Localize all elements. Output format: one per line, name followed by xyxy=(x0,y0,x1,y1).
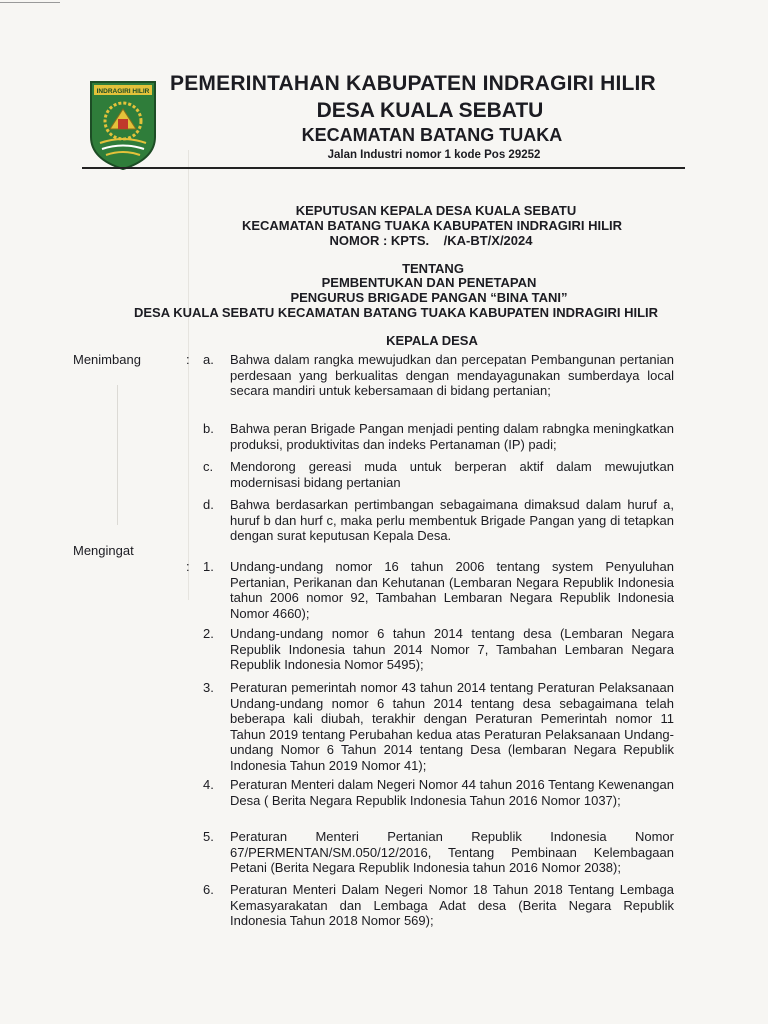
decree-authority: KEPALA DESA xyxy=(386,333,478,348)
letterhead-divider xyxy=(82,167,685,169)
letterhead-village-row xyxy=(0,99,768,123)
scan-line-margin xyxy=(117,385,118,525)
decree-subject-row-2 xyxy=(0,290,768,305)
scan-line-top xyxy=(0,2,60,3)
mengingat-marker-1: 1. xyxy=(203,559,214,574)
decree-title-line2: KECAMATAN BATANG TUAKA KABUPATEN INDRAGIRI HILIR xyxy=(241,218,623,233)
letterhead-district: KECAMATAN BATANG TUAKA xyxy=(301,125,563,145)
mengingat-item-3: Peraturan pemerintah nomor 43 tahun 2014 tentang Peraturan Pelaksanaan Undang-undang nomor 6 tahun 2014 tentang desa sebagaimana telah beberapa kali diubah, terakhir dengan Peraturan Pemerintah nomor 11 Tahun 2019 tentang Perubahan kedua atas Peraturan Pelaksanaan Undang-undang Nomor 6 Tahun 2014 tentang Desa (lembaran Negara Republik Indonesia Tahun 2019 Nomor 41); xyxy=(230,680,674,773)
mengingat-marker-5: 5. xyxy=(203,829,214,844)
letterhead-village: DESA KUALA SEBATU xyxy=(316,99,544,122)
letterhead-address: Jalan Industri nomor 1 kode Pos 29252 xyxy=(327,149,541,161)
decree-number-row xyxy=(0,233,768,248)
letterhead-address-row xyxy=(0,149,768,161)
menimbang-item-d: Bahwa berdasarkan pertimbangan sebagaimana dimaksud dalam huruf a, huruf b dan hurf c, maka perlu membentuk Brigade Pangan yang di tetapkan dengan surat keputusan Kepala Desa. xyxy=(230,497,674,543)
letterhead-district-row xyxy=(0,125,768,146)
decree-subject-row-1 xyxy=(0,275,768,290)
menimbang-label: Menimbang xyxy=(73,352,141,367)
mengingat-marker-3: 3. xyxy=(203,680,214,695)
mengingat-label: Mengingat xyxy=(73,543,134,558)
menimbang-marker-c: c. xyxy=(203,459,214,474)
mengingat-marker-2: 2. xyxy=(203,626,214,641)
letterhead-government: PEMERINTAHAN KABUPATEN INDRAGIRI HILIR xyxy=(170,72,656,95)
mengingat-item-1: Undang-undang nomor 16 tahun 2006 tentang system Penyuluhan Pertanian, Perikanan dan Kehutanan (Lembaran Negara Republik Indonesia tahun 2006 nomor 92, Tambahan Lembaran Negara Republik Indonesia Nomor 4660); xyxy=(230,559,674,621)
menimbang-marker-d: d. xyxy=(203,497,214,512)
decree-about-row xyxy=(0,261,768,276)
decree-subject-row-3 xyxy=(0,305,768,320)
menimbang-item-a: Bahwa dalam rangka mewujudkan dan percepatan Pembangunan pertanian perdesaan yang berkualitas dengan mendayagunakan sumberdaya local secara mandiri untuk kebersamaan di bidang pertanian; xyxy=(230,352,674,398)
decree-subject-line3: DESA KUALA SEBATU KECAMATAN BATANG TUAKA KABUPATEN INDRAGIRI HILIR xyxy=(133,305,659,320)
menimbang-colon: : xyxy=(186,352,190,367)
mengingat-colon: : xyxy=(186,559,190,574)
menimbang-item-c: Mendorong gereasi muda untuk berperan aktif dalam mewujutkan modernisasi bidang pertanian xyxy=(230,459,674,490)
mengingat-item-2: Undang-undang nomor 6 tahun 2014 tentang desa (Lembaran Negara Republik Indonesia tahun 2014 Nomor 7, Tambahan Lembaran Negara Republik Indonesia Nomor 5495); xyxy=(230,626,674,672)
mengingat-marker-4: 4. xyxy=(203,777,214,792)
mengingat-item-6: Peraturan Menteri Dalam Negeri Nomor 18 Tahun 2018 Tentang Lembaga Kemasyarakatan dan Lembaga Adat desa (Berita Negara Republik Indonesia Tahun 2018 Nomor 569); xyxy=(230,882,674,928)
menimbang-item-b: Bahwa peran Brigade Pangan menjadi penting dalam rabngka meningkatkan produksi, produktivitas dan indeks Pertanaman (IP) padi; xyxy=(230,421,674,452)
menimbang-marker-a: a. xyxy=(203,352,214,367)
decree-subject-line2: PENGURUS BRIGADE PANGAN “BINA TANI” xyxy=(290,290,568,305)
decree-authority-row xyxy=(0,333,768,348)
decree-number: NOMOR : KPTS. /KA-BT/X/2024 xyxy=(329,233,533,248)
decree-about: TENTANG xyxy=(402,261,464,276)
mengingat-item-5: Peraturan Menteri Pertanian Republik Indonesia Nomor 67/PERMENTAN/SM.050/12/2016, Tentang Pembinaan Kelembagaan Petani (Berita Negara Republik Indonesia tahun 2016 Nomor 2038); xyxy=(230,829,674,875)
decree-title-row-2 xyxy=(0,218,768,233)
decree-title-line1: KEPUTUSAN KEPALA DESA KUALA SEBATU xyxy=(295,203,577,218)
decree-subject-line1: PEMBENTUKAN DAN PENETAPAN xyxy=(321,275,537,290)
decree-title-row-1 xyxy=(0,203,768,218)
mengingat-marker-6: 6. xyxy=(203,882,214,897)
menimbang-marker-b: b. xyxy=(203,421,214,436)
mengingat-item-4: Peraturan Menteri dalam Negeri Nomor 44 tahun 2016 Tentang Kewenangan Desa ( Berita Negara Republik Indonesia Tahun 2016 Nomor 1037); xyxy=(230,777,674,808)
emblem-caption: INDRAGIRI HILIR xyxy=(96,88,150,95)
